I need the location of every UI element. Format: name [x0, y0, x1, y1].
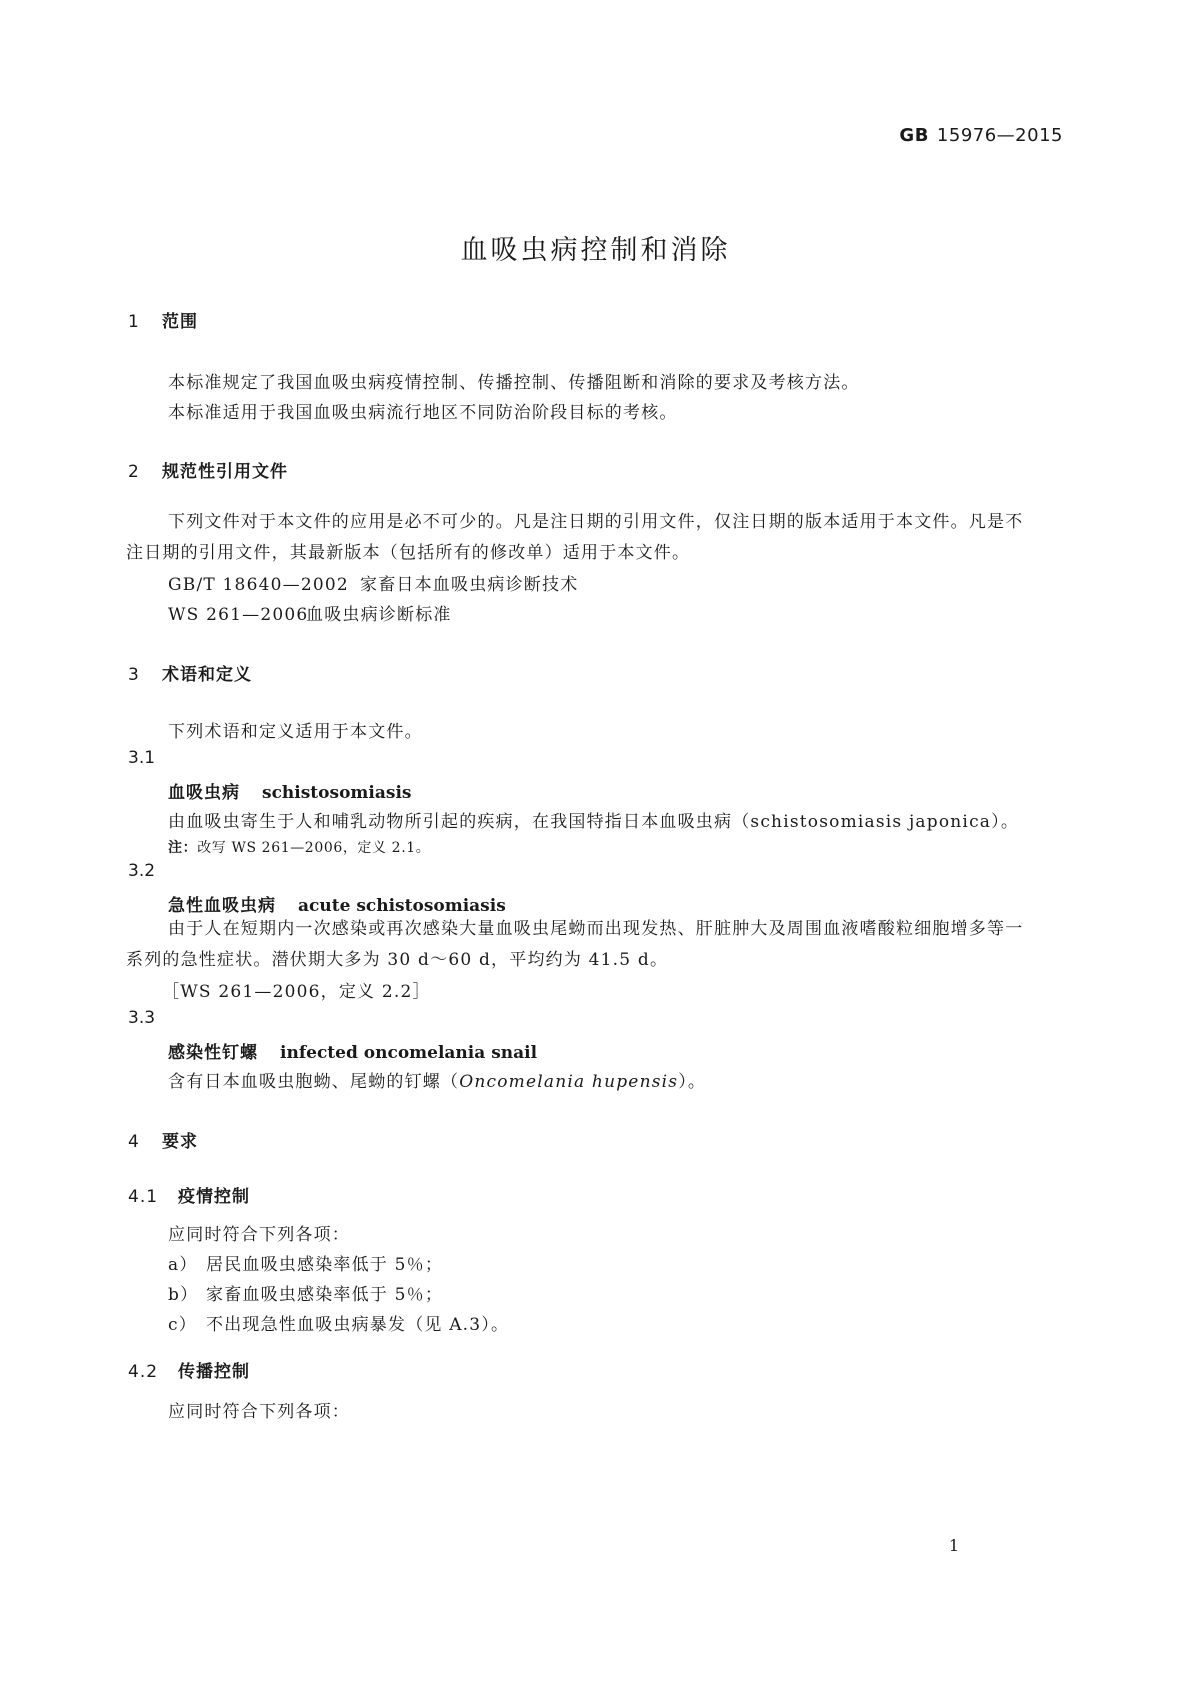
standard-code: GB 15976—2015 [899, 125, 1063, 146]
section-4-1-heading: 4.1 疫情控制 [128, 1187, 250, 1207]
section-4-1-lead: 应同时符合下列各项： [168, 1225, 350, 1245]
list-item: c） 不出现急性血吸虫病暴发（见 A.3）。 [168, 1315, 510, 1335]
term-3-1-title: 血吸虫病 schistosomiasis [168, 783, 412, 803]
section-4-2-lead: 应同时符合下列各项： [168, 1402, 350, 1422]
term-3-2-definition: 由于人在短期内一次感染或再次感染大量血吸虫尾蚴而出现发热、肝脏肿大及周围血液嗜酸粒细胞增多等一系列的急性症状。潜伏期大多为 30 d～60 d，平均约为 41.5 d。 [126, 919, 1024, 970]
section-3-para-1: 下列术语和定义适用于本文件。 [168, 722, 423, 742]
term-3-1-definition: 由血吸虫寄生于人和哺乳动物所引起的疾病，在我国特指日本血吸虫病（schistosomiasis japonica）。 [168, 812, 1020, 832]
list-item: a） 居民血吸虫感染率低于 5％； [168, 1255, 444, 1275]
section-4-2-heading: 4.2 传播控制 [128, 1362, 250, 1382]
term-3-2-title: 急性血吸虫病 acute schistosomiasis [168, 896, 506, 916]
term-3-3-number: 3.3 [128, 1008, 156, 1028]
section-4-heading: 4 要求 [128, 1132, 198, 1152]
section-2-para-1: 下列文件对于本文件的应用是必不可少的。凡是注日期的引用文件，仅注日期的版本适用于本文件。凡是不注日期的引用文件，其最新版本（包括所有的修改单）适用于本文件。 [126, 512, 1024, 563]
list-item: b） 家畜血吸虫感染率低于 5％； [168, 1285, 444, 1305]
term-3-1-note: 注：改写 WS 261—2006，定义 2.1。 [168, 840, 431, 856]
page-number: 1 [948, 1536, 959, 1555]
section-1-para-1: 本标准规定了我国血吸虫病疫情控制、传播控制、传播阻断和消除的要求及考核方法。 [168, 373, 860, 393]
term-3-3-title: 感染性钉螺 infected oncomelania snail [168, 1043, 538, 1063]
term-3-1-number: 3.1 [128, 748, 156, 768]
section-3-heading: 3 术语和定义 [128, 665, 252, 685]
document-title: 血吸虫病控制和消除 [460, 235, 731, 266]
section-1-heading: 1 范围 [128, 312, 198, 332]
term-3-3-definition: 含有日本血吸虫胞蚴、尾蚴的钉螺（Oncomelania hupensis）。 [168, 1072, 707, 1092]
section-2-heading: 2 规范性引用文件 [128, 462, 288, 482]
section-1-para-2: 本标准适用于我国血吸虫病流行地区不同防治阶段目标的考核。 [168, 403, 678, 423]
reference-item: GB/T 18640—2002 家畜日本血吸虫病诊断技术 [168, 575, 579, 595]
reference-item: WS 261—2006血吸虫病诊断标准 [168, 605, 452, 625]
term-3-2-source: ［WS 261—2006，定义 2.2］ [162, 982, 431, 1002]
term-3-2-number: 3.2 [128, 861, 156, 881]
